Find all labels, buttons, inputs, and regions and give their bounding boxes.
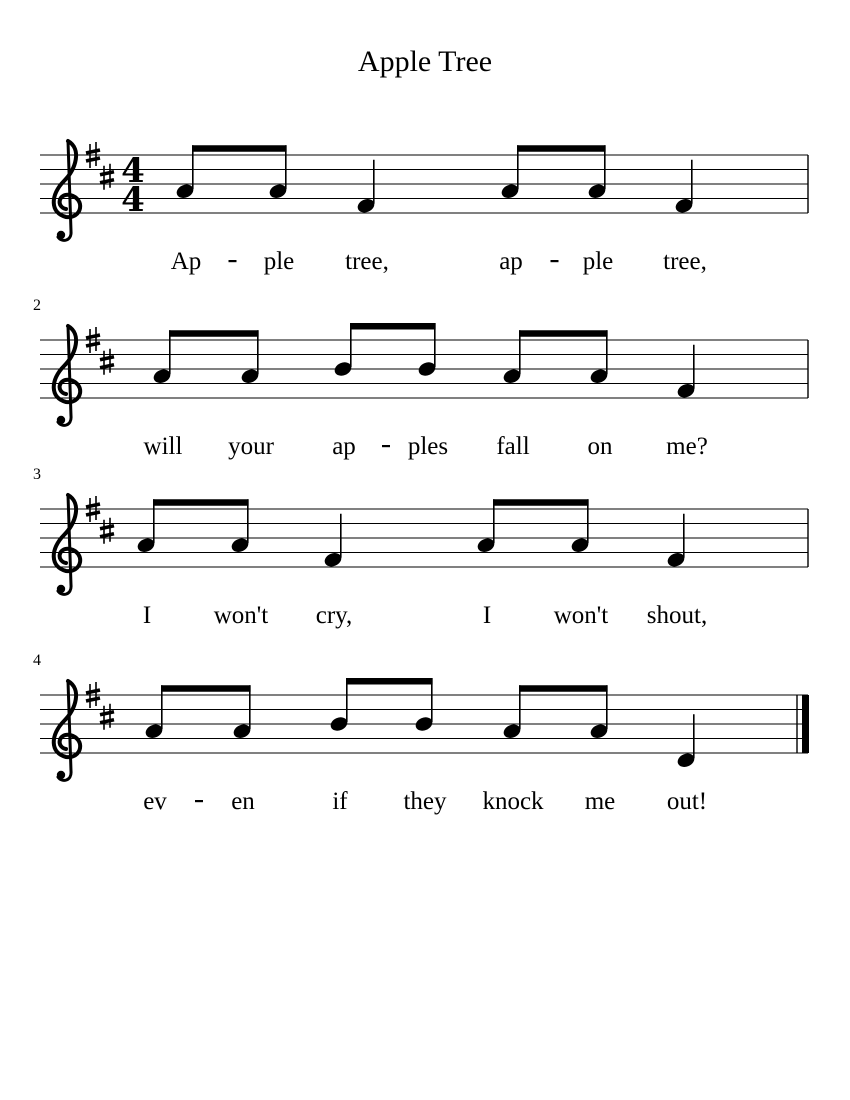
lyric-syllable: will xyxy=(143,433,183,460)
time-signature-numerator: 4 xyxy=(121,151,145,191)
beam xyxy=(153,499,249,506)
lyric-syllable: en xyxy=(231,788,255,815)
lyric-syllable: ple xyxy=(582,248,614,275)
lyric-syllable: ples xyxy=(407,433,449,460)
lyric-syllable: ev xyxy=(143,788,167,815)
lyric-hyphen xyxy=(382,445,390,447)
lyric-syllable: shout, xyxy=(646,602,708,629)
lyric-syllable: your xyxy=(228,433,274,460)
lyric-hyphen xyxy=(229,260,237,262)
lyric-syllable: cry, xyxy=(315,602,353,629)
beam xyxy=(517,145,606,152)
treble-clef-dot xyxy=(57,585,65,593)
treble-clef-spine xyxy=(58,681,71,780)
score-title: Apple Tree xyxy=(357,45,493,78)
treble-clef-spine xyxy=(58,141,71,240)
lyric-syllable: me? xyxy=(666,433,708,460)
lyric-syllable: knock xyxy=(482,788,544,815)
treble-clef-dot xyxy=(57,231,65,239)
lyric-syllable: Ap xyxy=(170,248,202,275)
beam xyxy=(192,145,287,152)
lyric-hyphen xyxy=(551,260,559,262)
sharp-icon xyxy=(100,164,114,190)
lyric-syllable: won't xyxy=(553,602,609,629)
lyric-syllable: ple xyxy=(263,248,295,275)
lyric-syllable: ap xyxy=(499,248,523,275)
beam xyxy=(493,499,589,506)
lyric-syllable: I xyxy=(142,602,152,629)
lyric-syllable: tree, xyxy=(345,248,389,275)
staff-system xyxy=(40,141,808,275)
lyric-syllable: out! xyxy=(666,788,708,815)
lyric-syllable: they xyxy=(403,788,447,815)
treble-clef-spine xyxy=(58,495,71,594)
staff-system xyxy=(33,652,809,815)
sharp-icon xyxy=(100,704,114,730)
beam xyxy=(169,330,259,337)
lyric-syllable: on xyxy=(587,433,613,460)
measure-number: 3 xyxy=(33,466,41,483)
lyric-syllable: me xyxy=(584,788,616,815)
lyric-syllable: won't xyxy=(213,602,269,629)
final-barline xyxy=(802,695,809,753)
beam xyxy=(161,685,251,692)
beam xyxy=(346,678,433,685)
measure-number: 4 xyxy=(33,652,41,669)
lyric-syllable: fall xyxy=(496,433,530,460)
lyric-syllable: I xyxy=(482,602,492,629)
lyric-hyphen xyxy=(195,800,203,802)
treble-clef-spine xyxy=(58,326,71,425)
lyric-syllable: tree, xyxy=(663,248,707,275)
sharp-icon xyxy=(100,349,114,375)
beam xyxy=(519,330,608,337)
beam xyxy=(350,323,436,330)
treble-clef-dot xyxy=(57,416,65,424)
sharp-icon xyxy=(100,518,114,544)
time-signature-denominator: 4 xyxy=(121,180,145,220)
lyric-syllable: ap xyxy=(332,433,356,460)
lyric-syllable: if xyxy=(332,788,348,815)
systems xyxy=(33,141,809,815)
staff-system xyxy=(33,466,808,629)
measure-number: 2 xyxy=(33,297,41,314)
beam xyxy=(519,685,608,692)
staff-system xyxy=(33,297,808,460)
treble-clef-dot xyxy=(57,771,65,779)
